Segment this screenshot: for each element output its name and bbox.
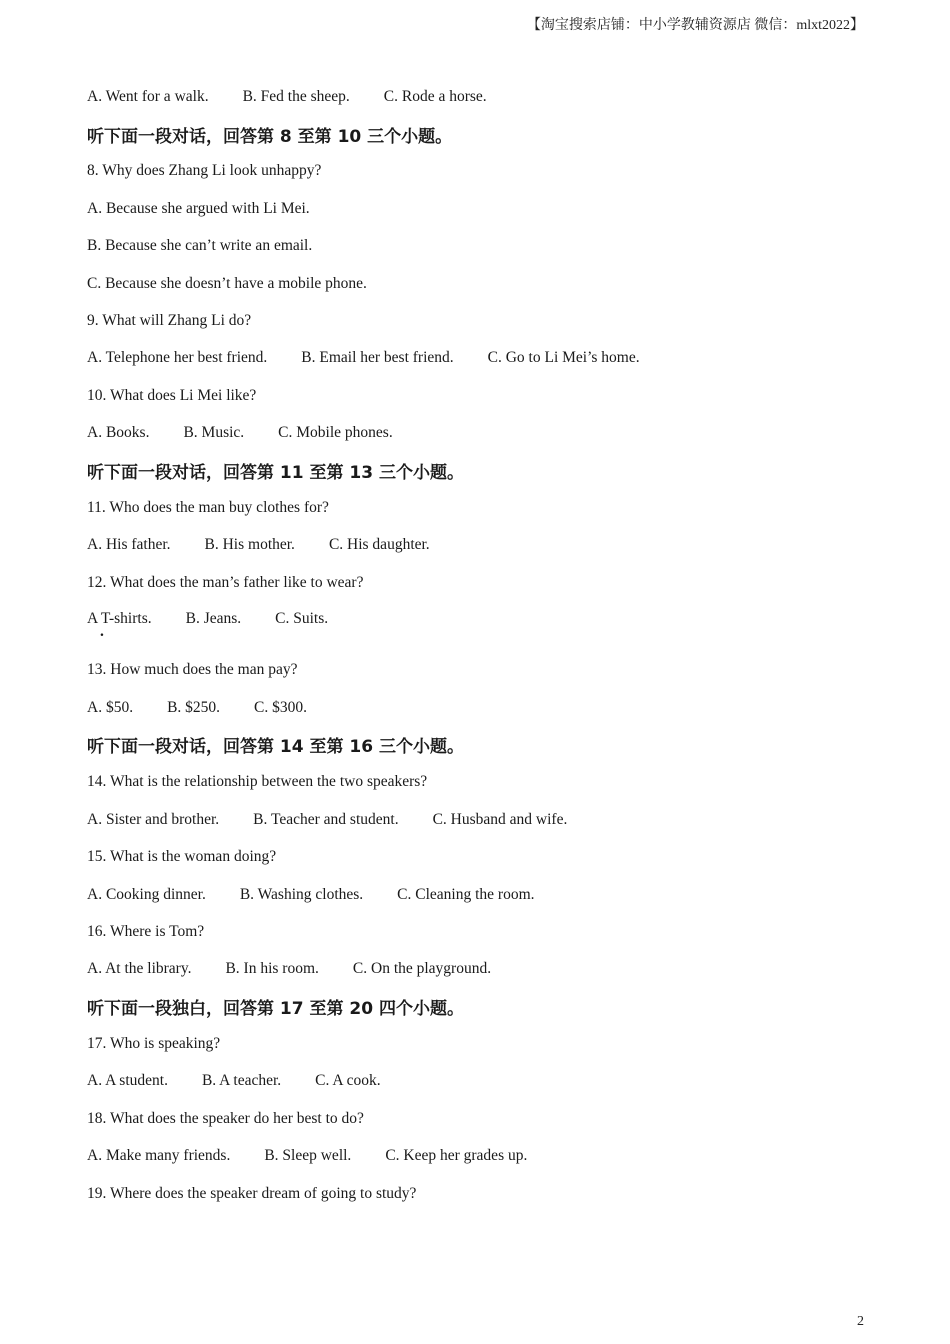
answer-option: A. Went for a walk. <box>87 87 209 105</box>
answer-option: A. Sister and brother. <box>87 810 220 828</box>
answer-options <box>87 340 887 377</box>
answer-options-inner <box>87 1147 527 1165</box>
answer-option: C. A cook. <box>315 1072 381 1090</box>
page-number: 2 <box>857 1314 864 1329</box>
answer-options <box>87 78 887 115</box>
answer-option: C. Husband and wife. <box>432 810 568 828</box>
answer-option: B. Email her best friend. <box>301 349 454 367</box>
answer-options <box>87 415 887 452</box>
answer-option: A. Cooking dinner. <box>87 885 206 903</box>
answer-option: C. His daughter. <box>328 536 430 554</box>
answer-option: B. Teacher and student. <box>253 810 399 828</box>
answer-options-inner <box>87 610 329 641</box>
answer-option: A. Make many friends. <box>87 1147 231 1165</box>
answer-option: C. Keep her grades up. <box>385 1147 528 1165</box>
answer-option: A. His father. <box>87 536 171 554</box>
answer-option: A. Telephone her best friend. <box>87 349 268 367</box>
answer-option: A. A student. <box>87 1072 168 1090</box>
header-note: 【淘宝搜索店铺：中小学教辅资源店 微信：mlxt2022】 <box>526 18 864 33</box>
option-dot-mark: . <box>100 623 104 641</box>
section-heading: 听下面一段对话，回答第 14 至第 16 三个小题。 <box>87 737 464 758</box>
answer-options <box>87 876 887 913</box>
answer-options <box>87 689 887 726</box>
answer-options <box>87 1138 887 1175</box>
answer-option: B. $250. <box>167 698 221 716</box>
answer-options-inner <box>87 699 307 717</box>
answer-option: B. Washing clothes. <box>239 885 364 903</box>
answer-option: C. On the playground. <box>352 960 492 978</box>
answer-option: B. Fed the sheep. <box>242 87 350 105</box>
answer-option: B. In his room. <box>225 960 319 978</box>
answer-option: C. $300. <box>254 698 308 716</box>
answer-option: B. His mother. <box>204 536 295 554</box>
question-line: A. Because she argued with Li Mei. <box>87 199 310 217</box>
question-line: 16. Where is Tom? <box>87 922 205 940</box>
answer-option: B. Sleep well. <box>264 1147 352 1165</box>
answer-option: A. Books. <box>87 424 150 442</box>
answer-options-inner <box>87 886 535 904</box>
question-line: 13. How much does the man pay? <box>87 661 298 679</box>
answer-option: C. Rode a horse. <box>383 87 487 105</box>
question-line: 9. What will Zhang Li do? <box>87 312 252 330</box>
answer-options-inner <box>87 960 491 978</box>
section-heading: 听下面一段独白，回答第 17 至第 20 四个小题。 <box>87 999 464 1020</box>
question-line: 15. What is the woman doing? <box>87 848 277 866</box>
section-heading: 听下面一段对话，回答第 8 至第 10 三个小题。 <box>87 126 453 147</box>
question-line: 17. Who is speaking? <box>87 1035 221 1053</box>
question-line: 14. What is the relationship between the two speakers? <box>87 773 428 791</box>
question-line: 18. What does the speaker do her best to do? <box>87 1109 364 1127</box>
answer-options <box>87 1063 887 1100</box>
answer-option: B. Jeans. <box>185 610 242 628</box>
answer-options <box>87 601 887 651</box>
section-heading: 听下面一段对话，回答第 11 至第 13 三个小题。 <box>87 463 464 484</box>
question-line: 11. Who does the man buy clothes for? <box>87 498 329 516</box>
answer-option: C. Go to Li Mei’s home. <box>487 349 640 367</box>
answer-options-inner <box>87 811 567 829</box>
answer-options-inner <box>87 1072 381 1090</box>
answer-options <box>87 801 887 838</box>
question-line: B. Because she can’t write an email. <box>87 237 313 255</box>
question-line: 8. Why does Zhang Li look unhappy? <box>87 162 322 180</box>
answer-option: C. Mobile phones. <box>278 424 393 442</box>
answer-option-text: A T-shirts. <box>87 610 152 628</box>
answer-options <box>87 527 887 564</box>
answer-option: A. At the library. <box>87 960 192 978</box>
answer-options-inner <box>87 88 487 106</box>
answer-option <box>87 610 152 641</box>
answer-option: B. A teacher. <box>201 1072 282 1090</box>
answer-options-inner <box>87 349 640 367</box>
answer-option: A. $50. <box>87 698 134 716</box>
question-line: 12. What does the man’s father like to wear? <box>87 573 364 591</box>
answer-option: C. Suits. <box>275 610 329 628</box>
question-line: C. Because she doesn’t have a mobile phone. <box>87 274 367 292</box>
answer-options-inner <box>87 536 430 554</box>
question-line: 19. Where does the speaker dream of going to study? <box>87 1184 417 1202</box>
answer-options-inner <box>87 424 393 442</box>
document-body <box>87 78 887 1212</box>
answer-option: B. Music. <box>183 424 245 442</box>
question-line: 10. What does Li Mei like? <box>87 386 257 404</box>
answer-option: C. Cleaning the room. <box>397 885 535 903</box>
answer-options <box>87 951 887 988</box>
